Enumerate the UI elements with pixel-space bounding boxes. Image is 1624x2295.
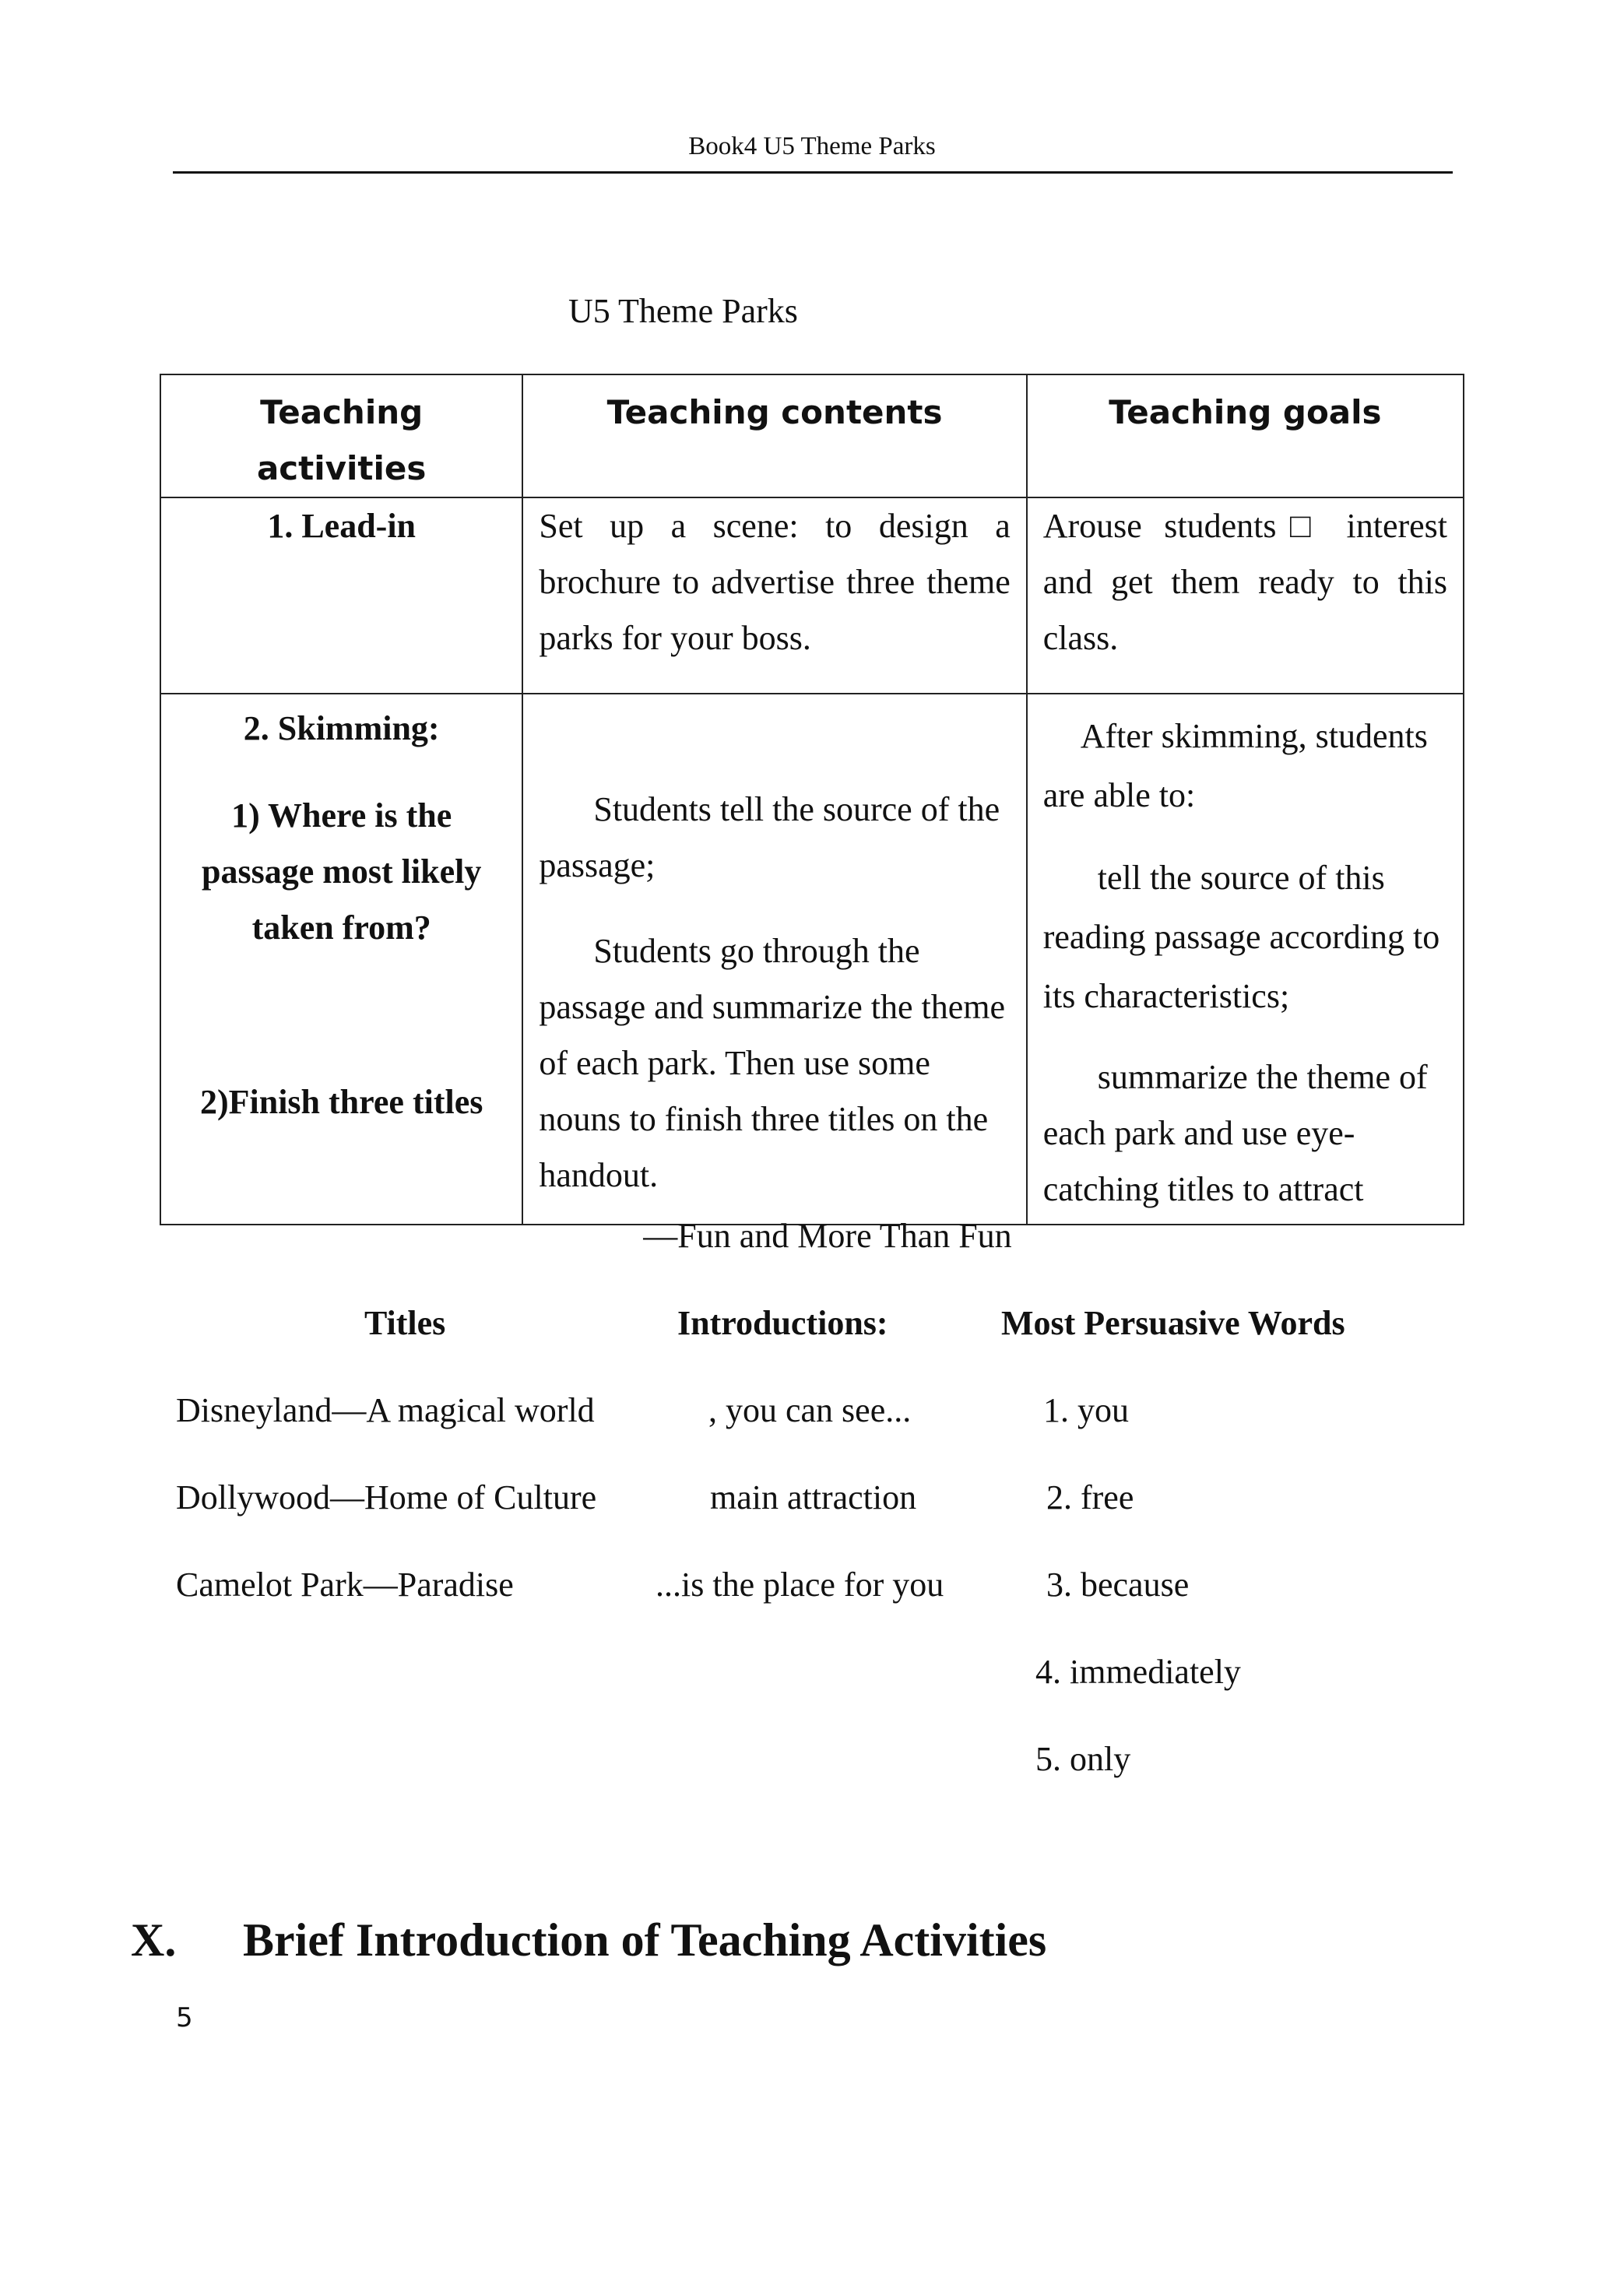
skimming-goals-3: summarize the theme of each park and use eye-catching titles to attract [1042,1058,1428,1208]
skimming-content-1: Students tell the source of the passage; [539,790,1000,884]
skimming-activity-cell [160,694,522,1225]
persuasive-word: 5. only [1035,1740,1131,1778]
document-title: U5 Theme Parks [568,292,798,330]
table-row [160,694,1464,1225]
handout-subtitle: —Fun and More Than Fun [643,1217,1012,1255]
section-number: X. [131,1914,177,1966]
table-row [160,497,1464,694]
header-rule [173,171,1453,174]
page-number: 5 [176,2002,193,2033]
header-teaching-goals: Teaching goals [1027,374,1464,497]
title-camelot-park: Camelot Park—Paradise [176,1566,514,1604]
intro-main-attraction: main attraction [710,1478,917,1517]
skimming-heading: 2. Skimming: [243,709,440,747]
section-title: Brief Introduction of Teaching Activities [243,1914,1047,1966]
skimming-goals-1: After skimming, students are able to: [1042,717,1428,814]
column-heading-titles: Titles [364,1304,446,1342]
skimming-question-1: 1) Where is the passage most likely taken from? [201,796,482,947]
persuasive-word: 3. because [1046,1566,1190,1604]
intro-place-for-you: ...is the place for you [656,1566,944,1604]
persuasive-word: 1. you [1043,1391,1129,1429]
persuasive-word: 4. immediately [1035,1653,1241,1691]
persuasive-word: 2. free [1046,1478,1134,1517]
section-heading [131,1909,1046,1971]
lead-in-content: Set up a scene: to design a brochure to advertise three theme parks for your boss. [522,497,1026,694]
header-teaching-contents: Teaching contents [522,374,1026,497]
title-dollywood: Dollywood—Home of Culture [176,1478,597,1517]
skimming-goals-2: tell the source of this reading passage according to its characteristics; [1042,859,1440,1015]
skimming-goals-cell [1027,694,1464,1225]
column-heading-introductions: Introductions: [677,1304,888,1342]
skimming-question-2: 2)Finish three titles [199,1083,483,1121]
lead-in-activity: 1. Lead-in [160,497,522,694]
intro-you-can-see: , you can see... [708,1391,912,1429]
lead-in-goals: Arouse students□ interest and get them ready to this class. [1027,497,1464,694]
column-heading-persuasive-words: Most Persuasive Words [1001,1304,1345,1342]
lesson-plan-table [160,374,1464,1225]
title-disneyland: Disneyland—A magical world [176,1391,595,1429]
header-teaching-activities: Teaching activities [160,374,522,497]
skimming-content-2: Students go through the passage and summarize the theme of each park. Then use some nouns to finish three titles on the handout. [539,932,1006,1194]
table-header-row [160,374,1464,497]
skimming-content-cell [522,694,1026,1225]
running-header: Book4 U5 Theme Parks [688,132,936,160]
